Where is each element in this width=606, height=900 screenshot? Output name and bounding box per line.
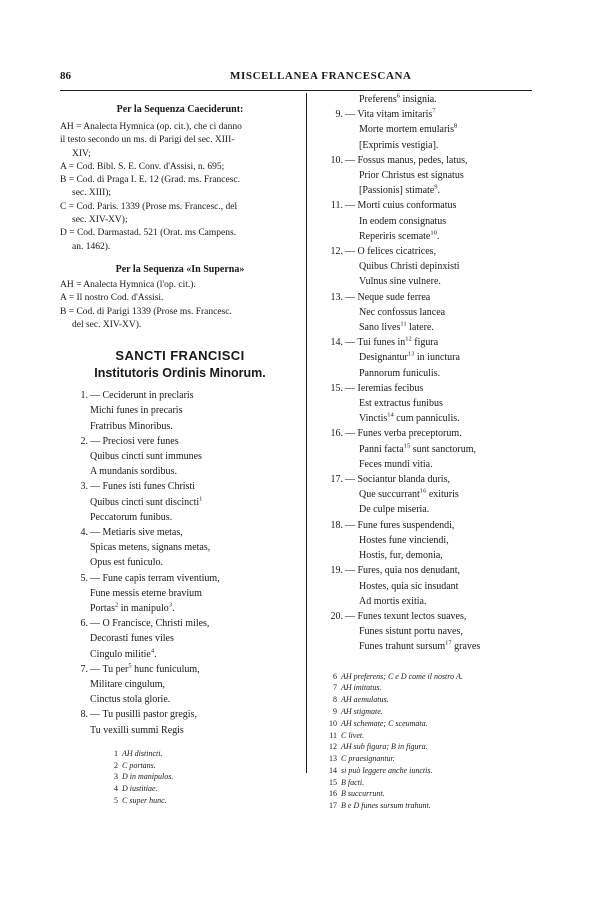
verse-line: Quibus cincti sunt immunes <box>90 450 202 462</box>
verse-row <box>315 335 540 350</box>
verse-line: Fratribus Minoribus. <box>90 420 173 432</box>
verse-row <box>315 274 540 289</box>
verse-row <box>315 350 540 365</box>
verse-row <box>315 92 540 107</box>
footnote <box>325 777 540 789</box>
verse-row <box>315 411 540 426</box>
stanza <box>60 707 300 737</box>
verse-row <box>315 396 540 411</box>
footnote-text: C portans. <box>122 760 156 770</box>
stanza-number: 16. <box>330 428 343 440</box>
stanza-number: 10. <box>330 154 343 166</box>
running-header <box>60 70 530 86</box>
verse-row <box>315 457 540 472</box>
verse-row <box>315 198 540 213</box>
stanza: 6. — O Francisce, Christi miles, Decorasti funes viles Cingulo militie$^4$. <box>60 616 300 662</box>
verse-line: — Funes isti funes Christi <box>90 481 196 493</box>
header-rule <box>60 90 532 91</box>
footnote-ref: 16 <box>419 487 427 495</box>
stanza <box>60 525 300 571</box>
verse-row <box>315 594 540 609</box>
footnote <box>325 765 540 777</box>
hymn-stanzas-right <box>315 92 540 655</box>
footnote-ref: 17 <box>445 639 452 647</box>
stanza-number: 7. <box>80 663 88 675</box>
verse-line: Panni facta <box>359 443 404 455</box>
verse-line: — Tui funes in <box>345 337 406 349</box>
verse-line: Que succurrant <box>359 489 420 501</box>
verse-line: Nec confossus lancea <box>359 306 446 318</box>
footnote-ref: 12 <box>405 335 412 343</box>
verse-row <box>315 214 540 229</box>
verse-row <box>315 426 540 441</box>
verse-line: — Tu per <box>90 663 129 675</box>
verse-line: Cingulo militie <box>90 648 151 660</box>
verse-row <box>315 138 540 153</box>
footnote-ref: 3 <box>168 601 173 609</box>
verse-line: — O felices cicatrices, <box>345 246 437 258</box>
stanza-number: 20. <box>330 610 343 622</box>
footnote-ref: 1 <box>199 495 203 503</box>
verse-line: — Sociantur blanda duris, <box>345 474 450 486</box>
verse-line: Portas <box>90 603 115 614</box>
stanza-number: 15. <box>330 382 343 394</box>
footnote-text: D in manipulos. <box>122 772 174 782</box>
footnote-text: AH preferens; C e D come il nostro A. <box>341 671 463 681</box>
stanza-number: 14. <box>330 337 343 349</box>
hymn-title: SANCTI FRANCISCI <box>115 348 245 364</box>
verse-line: — Fune capis terram viventium, <box>90 572 220 584</box>
verse-row <box>315 122 540 137</box>
verse-line: [Exprimis vestigia]. <box>359 139 439 151</box>
footnote-ref: 4 <box>150 647 155 655</box>
footnote-ref: 9 <box>434 183 438 191</box>
verse-line-cont: . <box>437 185 441 197</box>
footnote <box>106 783 300 795</box>
footnote-text: B succurrunt. <box>341 789 385 799</box>
footnote-ref: 6 <box>396 92 401 100</box>
verse-line: Spicas metens, signans metas, <box>90 542 211 554</box>
verse-line: — Tu pusilli pastor gregis, <box>90 709 197 721</box>
footnote-number: 12 <box>329 742 337 752</box>
verse-row <box>315 472 540 487</box>
footnote-text: AH sub figura; B in figura. <box>341 742 428 752</box>
footnote-ref: 13 <box>407 351 415 359</box>
verse-line: Fune messis eterne bravium <box>90 587 202 599</box>
sigla-list-1 <box>60 121 300 254</box>
footnote-number: 8 <box>333 695 337 705</box>
footnote-text: AH imitatus. <box>341 683 382 693</box>
hymn-stanzas-left <box>60 388 300 738</box>
verse-line-cont: graves <box>451 641 481 653</box>
footnote-text: C super hunc. <box>122 796 167 806</box>
verse-line: A mundanis sordibus. <box>90 466 177 478</box>
footnote-text: C praesignantur. <box>341 754 395 764</box>
sigla-line: A = Cod. Bibl. S. E. Conv. d'Assisi, n. 695; <box>60 161 225 172</box>
footnote-ref: 7 <box>432 107 436 115</box>
footnote <box>325 730 540 742</box>
footnote <box>325 718 540 730</box>
verse-line: Quibus Christi depinxisti <box>359 261 460 273</box>
footnote-number: 15 <box>329 777 337 787</box>
stanza <box>60 662 300 708</box>
stanza <box>60 388 300 434</box>
verse-row <box>315 305 540 320</box>
sigla-line: A = Il nostro Cod. d'Assisi. <box>60 293 164 304</box>
verse-row <box>315 548 540 563</box>
footnote-text: AH schemate; C sceumata. <box>341 718 428 728</box>
stanza-number: 12. <box>330 246 343 258</box>
sigla-line: D = Cod. Darmastad. 521 (Orat. ms Campens. <box>60 228 237 239</box>
verse-line-cont: in iunctura <box>414 352 460 364</box>
footnote-number: 9 <box>333 706 337 716</box>
footnote-text: D iustitiae. <box>122 784 158 794</box>
verse-row <box>315 320 540 335</box>
sigla-line: del sec. XIV-XV). <box>72 319 142 330</box>
stanza-number: 13. <box>330 291 343 303</box>
footnote-ref: 2 <box>115 601 119 609</box>
left-column <box>60 104 300 807</box>
verse-line-cont: . <box>436 230 440 242</box>
verse-line: Decorasti funes viles <box>90 633 174 645</box>
verse-line: — Morti cuius conformatus <box>345 200 457 212</box>
verse-line: Prior Christus est signatus <box>359 170 464 182</box>
verse-row <box>315 563 540 578</box>
sigla-line: sec. XIV-XV); <box>72 215 128 226</box>
sigla-line: B = Cod. di Praga I. E. 12 (Grad. ms. Francesc. <box>60 175 241 186</box>
verse-row <box>315 442 540 457</box>
hymn-subtitle: Institutoris Ordinis Minorum. <box>94 366 266 381</box>
verse-line: — Preciosi vere funes <box>90 435 179 447</box>
footnote-text: AH aemulatus. <box>341 695 389 705</box>
verse-line: Michi funes in precaris <box>90 405 183 417</box>
stanza-number: 1. <box>80 390 88 402</box>
verse-row <box>315 107 540 122</box>
stanza <box>60 434 300 480</box>
footnote <box>106 748 300 760</box>
verse-row <box>315 290 540 305</box>
footnote-ref: 10 <box>430 229 437 237</box>
verse-line: Vinctis <box>359 413 388 425</box>
footnote-number: 14 <box>329 765 337 775</box>
verse-line: Militare cingulum, <box>90 679 165 691</box>
verse-line-cont: cum panniculis. <box>393 413 460 425</box>
footnote-ref: 15 <box>403 442 411 450</box>
footnote-text: AH distincti. <box>122 748 163 758</box>
footnote-text: AH stigmate. <box>341 706 383 716</box>
footnote <box>325 694 540 706</box>
sigla-line: AH = Analecta Hymnica (op. cit.), che ci danno <box>60 122 242 132</box>
footnote <box>325 788 540 800</box>
verse-row <box>315 533 540 548</box>
sigla-line: il testo secondo un ms. di Parigi del sec. XIII- <box>60 135 235 146</box>
footnote-ref: 14 <box>387 411 394 419</box>
footnote-ref: 8 <box>453 123 458 131</box>
footnote <box>325 706 540 718</box>
sigla-list-2 <box>60 279 300 332</box>
verse-row <box>315 609 540 624</box>
stanza-number: 19. <box>330 565 343 577</box>
verse-line-cont: exituris <box>426 489 459 501</box>
verse-row <box>315 579 540 594</box>
footnote-number: 11 <box>329 730 337 740</box>
verse-row <box>315 502 540 517</box>
verse-row <box>315 381 540 396</box>
verse-row <box>315 639 540 654</box>
verse-line: Hostes fune vinciendi, <box>359 534 449 546</box>
footnote-number: 5 <box>114 796 118 806</box>
sigla-line: B = Cod. di Parigi 1339 (Prose ms. Francesc. <box>60 306 232 317</box>
footnote-number: 10 <box>329 718 337 728</box>
verse-line-cont: figura <box>411 337 439 349</box>
verse-line: in manipulo <box>118 603 169 614</box>
verse-line: Funes trahunt sursum <box>359 641 446 653</box>
footnote <box>325 682 540 694</box>
footnote-text: C livet. <box>341 730 365 740</box>
stanza-number: 9. <box>335 109 343 121</box>
verse-line: — Fures, quia nos denudant, <box>345 565 460 577</box>
stanza-number: 17. <box>330 474 343 486</box>
footnote <box>325 671 540 683</box>
stanza <box>60 479 300 525</box>
footnote <box>325 741 540 753</box>
footnote-number: 2 <box>114 760 118 770</box>
verse-row <box>315 244 540 259</box>
footnote-ref: 11 <box>400 320 407 328</box>
stanza-number: 8. <box>80 709 88 721</box>
verse-line: Hostes, quia sic insudant <box>359 580 459 592</box>
verse-line-cont: sunt sanctorum, <box>410 443 477 455</box>
footnote-text: B facti. <box>341 777 365 787</box>
page-number: 86 <box>60 70 71 82</box>
verse-line-cont: latere. <box>406 322 434 334</box>
verse-line: De culpe miseria. <box>359 504 430 516</box>
verse-line: — O Francisce, Christi miles, <box>90 618 210 630</box>
verse-row <box>315 168 540 183</box>
column-divider <box>306 93 307 773</box>
right-column <box>315 92 540 812</box>
verse-line-cont: insignia. <box>400 94 437 105</box>
verse-line: Feces mundi vitia. <box>359 458 433 470</box>
footnote-number: 17 <box>329 801 337 811</box>
verse-row <box>315 153 540 168</box>
footnote-number: 7 <box>333 683 337 693</box>
verse-line: — Ieremias fecibus <box>345 382 424 394</box>
sequence-heading-in-superna: Per la Sequenza «In Superna» <box>115 263 245 275</box>
footnote <box>325 753 540 765</box>
verse-line: — Ceciderunt in preclaris <box>90 390 194 402</box>
stanza-number: 4. <box>80 526 88 538</box>
footnote <box>325 800 540 812</box>
verse-line: Ad mortis exitia. <box>359 595 427 607</box>
verse-line: Vulnus sine vulnere. <box>359 276 441 288</box>
footnote <box>106 771 300 783</box>
footnote-number: 4 <box>114 784 118 794</box>
footnote-number: 6 <box>333 671 337 681</box>
stanza-number: 5. <box>80 572 88 584</box>
verse-line: Cinctus stola glorie. <box>90 694 171 706</box>
footnote-number: 13 <box>329 754 337 764</box>
verse-line: Est extractus funibus <box>359 398 443 410</box>
verse-line: — Metiaris sive metas, <box>90 526 183 538</box>
running-title: MISCELLANEA FRANCESCANA <box>230 70 412 82</box>
verse-line: Tu vexilli summi Regis <box>90 724 184 736</box>
footnote-ref: 5 <box>128 662 132 670</box>
stanza-number: 2. <box>80 435 88 447</box>
verse-line: Peccatorum funibus. <box>90 511 173 523</box>
verse-line: In eodem consignatus <box>359 215 447 227</box>
verse-line: Reperiris scemate <box>359 230 431 242</box>
stanza-number: 11. <box>330 200 343 212</box>
verse-row <box>315 183 540 198</box>
stanza-number: 18. <box>330 519 343 531</box>
verse-line: — Funes verba preceptorum. <box>345 428 462 440</box>
verse-line: — Fossus manus, pedes, latus, <box>345 154 468 166</box>
verse-row <box>315 487 540 502</box>
verse-line: Hostis, fur, demonia, <box>359 550 443 562</box>
verse-line: — Funes texunt lectos suaves, <box>345 610 467 622</box>
verse-line: [Passionis] stimate <box>359 185 435 197</box>
stanza: 5. — Fune capis terram viventium, Fune messis eterne bravium Portas$^2$ in manipulo$^3$. <box>60 571 300 617</box>
verse-line: Quibus cincti sunt discincti <box>90 496 200 508</box>
sigla-line: sec. XIII); <box>72 188 112 199</box>
verse-row <box>315 366 540 381</box>
verse-row <box>315 259 540 274</box>
sigla-line: an. 1462). <box>72 241 111 252</box>
verse-line: Sano lives <box>359 322 401 334</box>
footnote-number: 1 <box>114 748 118 758</box>
verse-line: — Vita vitam imitaris <box>345 109 433 121</box>
verse-line: — Neque sude ferrea <box>345 291 431 303</box>
verse-line: Designantur <box>359 352 408 364</box>
sigla-line: AH = Analecta Hymnica (l'op. cit.). <box>60 279 196 290</box>
footnotes-right <box>315 671 540 813</box>
footnote-number: 16 <box>329 789 337 799</box>
sigla-line: C = Cod. Paris. 1339 (Prose ms. Francesc., del <box>60 201 238 212</box>
footnote <box>106 795 300 807</box>
verse-row <box>315 229 540 244</box>
verse-line: Pannorum funiculis. <box>359 367 441 379</box>
verse-line: Morte mortem emularis <box>359 124 454 136</box>
verse-line: Preferens <box>359 94 397 105</box>
footnote-number: 3 <box>114 772 118 782</box>
footnote <box>106 760 300 772</box>
footnote-text: B e D funes sursum trahunt. <box>341 801 431 811</box>
verse-line: Funes sistunt portu naves, <box>359 626 463 638</box>
footnotes-left <box>60 748 300 807</box>
stanza-number: 3. <box>80 481 88 493</box>
sequence-heading-caeciderunt: Per la Sequenza Caeciderunt: <box>116 104 244 115</box>
verse-line: — Fune fures suspendendi, <box>345 519 455 531</box>
stanza-number: 6. <box>80 618 88 630</box>
sigla-line: XIV; <box>72 148 91 159</box>
footnote-text: si può leggere anche iunctis. <box>341 765 433 775</box>
verse-row <box>315 518 540 533</box>
verse-line: hunc funiculum, <box>131 663 200 675</box>
verse-row <box>315 624 540 639</box>
verse-line: Opus est funiculo. <box>90 557 164 569</box>
